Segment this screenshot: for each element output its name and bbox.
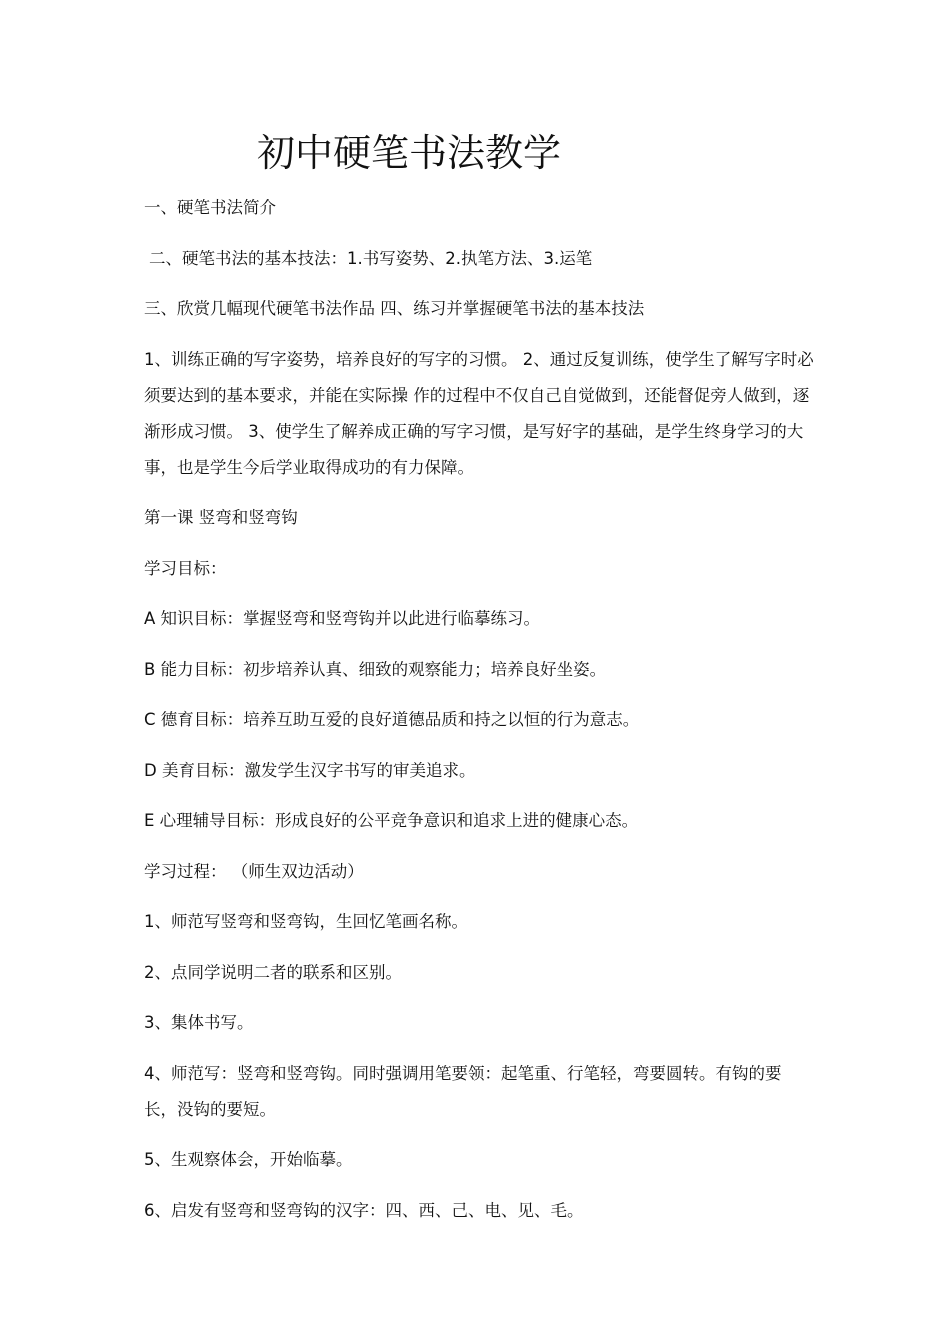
section-appreciation: 三、欣赏几幅现代硬笔书法作品 四、练习并掌握硬笔书法的基本技法: [144, 299, 645, 318]
objective-ability: B 能力目标：初步培养认真、细致的观察能力；培养良好坐姿。: [144, 659, 607, 679]
objective-knowledge: A 知识目标：掌握竖弯和竖弯钩并以此进行临摹练习。: [144, 609, 541, 628]
process-step-4: 4、师范写：竖弯和竖弯钩。同时强调用笔要领：起笔重、行笔轻，弯要圆转。有钩的要长，没钩的要短。: [144, 1063, 782, 1119]
learning-process-label: 学习过程： （师生双边活动）: [144, 861, 364, 881]
document-body: [144, 190, 814, 1243]
section-intro: 一、硬笔书法简介: [144, 198, 276, 217]
learning-objectives-label: 学习目标：: [144, 558, 227, 578]
lesson-heading: 第一课 竖弯和竖弯钩: [144, 508, 298, 527]
process-step-2: 2、点同学说明二者的联系和区别。: [144, 962, 402, 982]
process-step-1: 1、师范写竖弯和竖弯钩，生回忆笔画名称。: [144, 912, 468, 931]
goals-paragraph: 1、训练正确的写字姿势，培养良好的写字的习惯。 2、通过反复训练，使学生了解写字时必须要达到的基本要求，并能在实际操 作的过程中不仅自己自觉做到，还能督促旁人做到，逐渐形成习惯。 3、使学生了解养成正确的写字习惯，是写好字的基础，是学生终身学习的大 事，也是学生今后学业取得成功的有力保障。: [144, 349, 814, 477]
document-title: 初中硬笔书法教学: [257, 131, 562, 175]
objective-psychological: E 心理辅导目标：形成良好的公平竞争意识和追求上进的健康心态。: [144, 811, 639, 830]
objective-aesthetic: D 美育目标：激发学生汉字书写的审美追求。: [144, 760, 476, 780]
process-step-6: 6、启发有竖弯和竖弯钩的汉字：四、西、己、电、见、毛。: [144, 1200, 584, 1220]
process-step-3: 3、集体书写。: [144, 1013, 254, 1032]
section-basic-techniques: 二、硬笔书法的基本技法：1.书写姿势、2.执笔方法、3.运笔: [149, 248, 593, 268]
objective-moral: C 德育目标：培养互助互爱的良好道德品质和持之以恒的行为意志。: [144, 710, 640, 729]
process-step-5: 5、生观察体会，开始临摹。: [144, 1150, 353, 1169]
